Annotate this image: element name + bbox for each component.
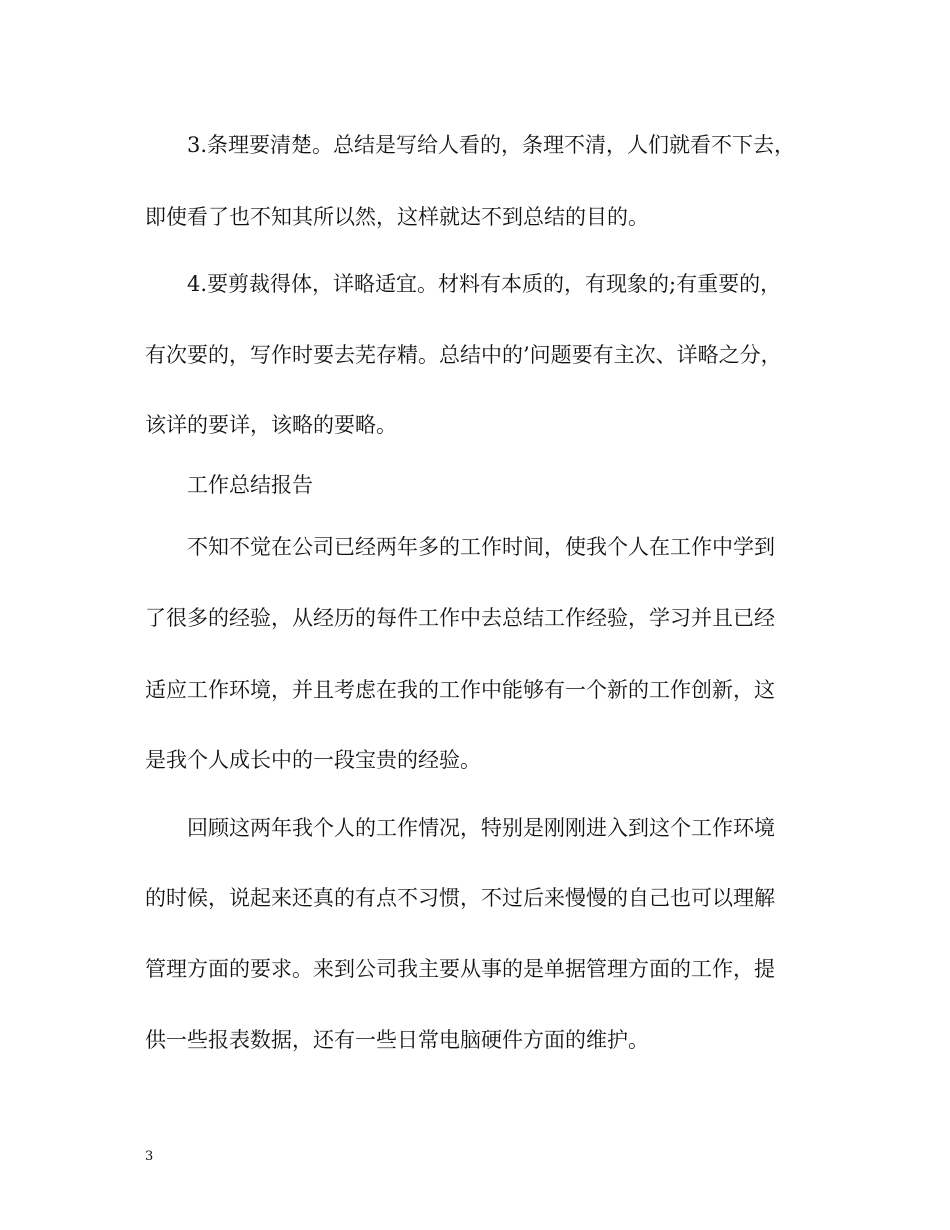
section-title: 工作总结报告: [187, 473, 313, 497]
report-paragraph-2-line-1: 回顾这两年我个人的工作情况，特别是刚刚进入到这个工作环境: [187, 816, 775, 840]
report-paragraph-2-line-4: 供一些报表数据，还有一些日常电脑硬件方面的维护。: [145, 1028, 649, 1052]
paragraph-3-line-1: 3.条理要清楚。总结是写给人看的，条理不清，人们就看不下去，: [187, 133, 796, 157]
report-paragraph-1-line-4: 是我个人成长中的一段宝贵的经验。: [145, 748, 481, 772]
report-paragraph-1-line-2: 了很多的经验，从经历的每件工作中去总结工作经验，学习并且已经: [145, 606, 775, 630]
paragraph-4-line-3: 该详的要详，该略的要略。: [145, 413, 397, 437]
report-paragraph-1-line-1: 不知不觉在公司已经两年多的工作时间，使我个人在工作中学到: [187, 535, 775, 559]
paragraph-3-line-2: 即使看了也不知其所以然，这样就达不到总结的目的。: [145, 205, 649, 229]
report-paragraph-2-line-2: 的时候，说起来还真的有点不习惯，不过后来慢慢的自己也可以理解: [145, 886, 775, 910]
paragraph-4-line-1: 4.要剪裁得体，详略适宜。材料有本质的，有现象的;有重要的，: [187, 272, 782, 296]
report-paragraph-1-line-3: 适应工作环境，并且考虑在我的工作中能够有一个新的工作创新，这: [145, 678, 775, 702]
page-number: 3: [145, 1149, 154, 1164]
paragraph-4-line-2: 有次要的，写作时要去芜存精。总结中的’问题要有主次、详略之分，: [145, 343, 782, 367]
report-paragraph-2-line-3: 管理方面的要求。来到公司我主要从事的是单据管理方面的工作，提: [145, 957, 775, 981]
